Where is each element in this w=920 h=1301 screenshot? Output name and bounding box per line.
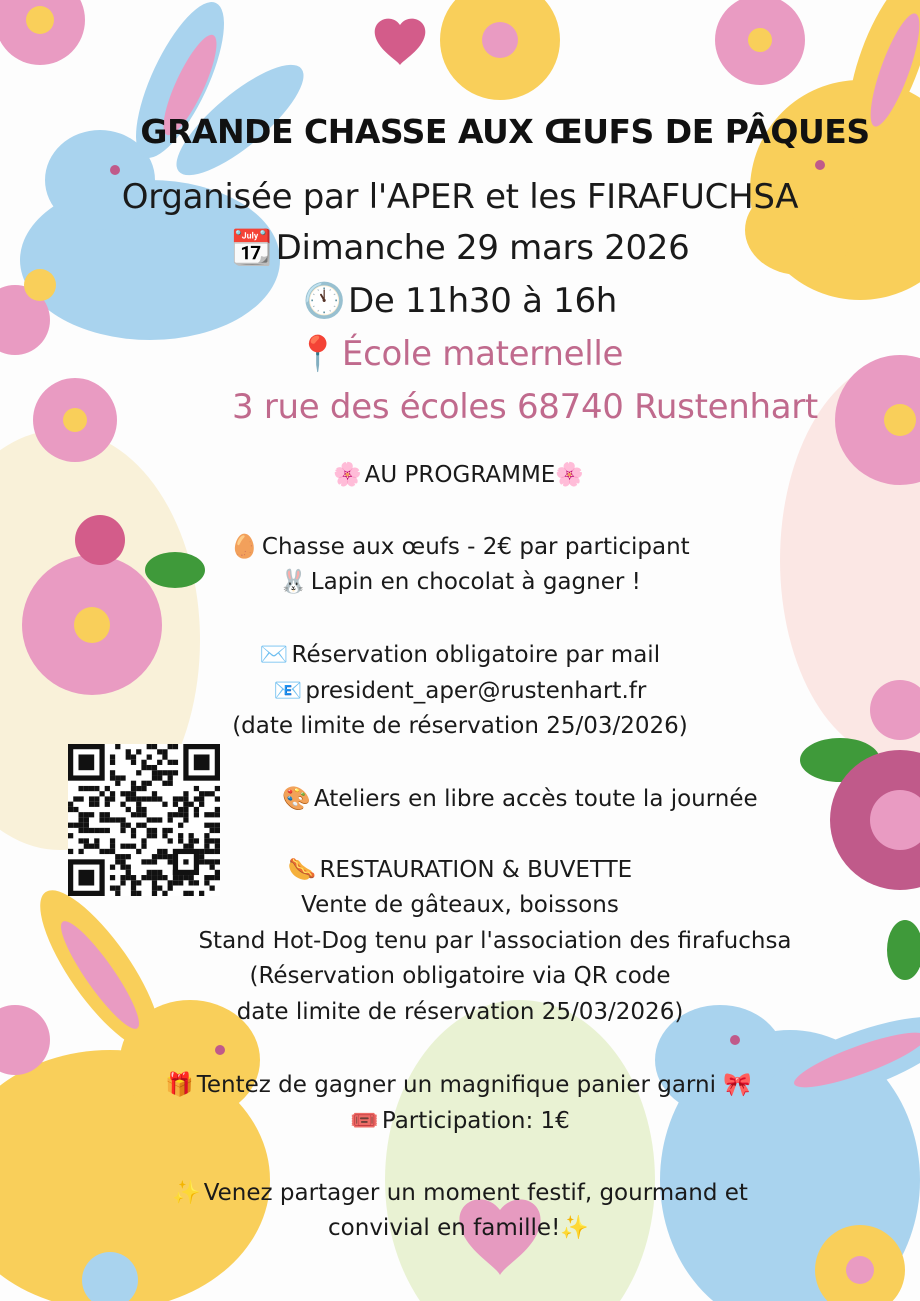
ticket-icon: 🎟️ [350,1108,379,1134]
deadline-line: (date limite de réservation 25/03/2026) [232,713,688,739]
closing-line-2 [0,1214,920,1241]
hunt-text: Chasse aux œufs - 2€ par participant [261,534,690,560]
reservation-text: Réservation obligatoire par mail [291,642,661,668]
flower-top-left [0,0,85,65]
programme-heading [0,461,920,488]
flower-top-center [440,0,805,100]
sparkles-icon: ✨ [172,1180,201,1206]
organizer-line: Organisée par l'APER et les FIRAFUCHSA [121,177,799,217]
sale-line: Vente de gâteaux, boissons [301,892,619,918]
place-line [0,334,920,374]
bunny-line [0,568,920,595]
closing-line-1 [0,1179,920,1206]
hotdog-icon: 🌭 [287,857,317,883]
flower-icon: 🌸 [333,462,362,488]
participation-line [0,1107,920,1134]
closing-text-1: Venez partager un moment festif, gourmand et [203,1180,748,1206]
date-text: Dimanche 29 mars 2026 [275,228,690,268]
poster-title: GRANDE CHASSE AUX ŒUFS DE PÂQUES [140,112,870,151]
flower-icon: 🌸 [555,462,584,488]
hotdog-stand-line: Stand Hot-Dog tenu par l'association des firafuchsa [198,928,792,954]
qr-reservation-line: (Réservation obligatoire via QR code [249,963,671,989]
email-line[interactable] [0,677,920,704]
email-icon: 📧 [273,678,303,704]
date-line [0,228,920,268]
hunt-line [0,533,920,560]
bunny-text: Lapin en chocolat à gagner ! [310,569,641,595]
heart-top [375,19,426,65]
calendar-icon: 📆 [230,228,273,268]
email-address[interactable]: president_aper@rustenhart.fr [305,678,647,704]
time-line [0,281,920,321]
reservation-line [0,641,920,668]
time-text: De 11h30 à 16h [348,281,618,321]
bunny-icon: 🐰 [279,569,308,595]
basket-line [0,1071,920,1098]
participation-text: Participation: 1€ [381,1108,570,1134]
qr-code-image[interactable] [68,744,220,896]
ribbon-icon: 🎀 [723,1072,752,1098]
location-pin-icon: 📍 [296,334,339,374]
food-text: RESTAURATION & BUVETTE [319,857,633,883]
palette-icon: 🎨 [282,786,311,812]
basket-text: Tentez de gagner un magnifique panier garni [196,1072,724,1098]
place-text: École maternelle [341,334,624,374]
sparkles-icon: ✨ [560,1215,589,1241]
gift-icon: 🎁 [165,1072,194,1098]
address-line: 3 rue des écoles 68740 Rustenhart [232,387,818,427]
closing-text-2: convivial en famille! [328,1215,561,1241]
clock-icon: 🕚 [302,281,345,321]
workshops-text: Ateliers en libre accès toute la journée [313,786,758,812]
envelope-icon: ✉️ [259,642,289,668]
egg-icon: 🥚 [230,534,259,560]
green-egg-bottom [385,1000,655,1301]
programme-text: AU PROGRAMME [364,462,556,488]
deadline-line-2: date limite de réservation 25/03/2026) [236,999,684,1025]
